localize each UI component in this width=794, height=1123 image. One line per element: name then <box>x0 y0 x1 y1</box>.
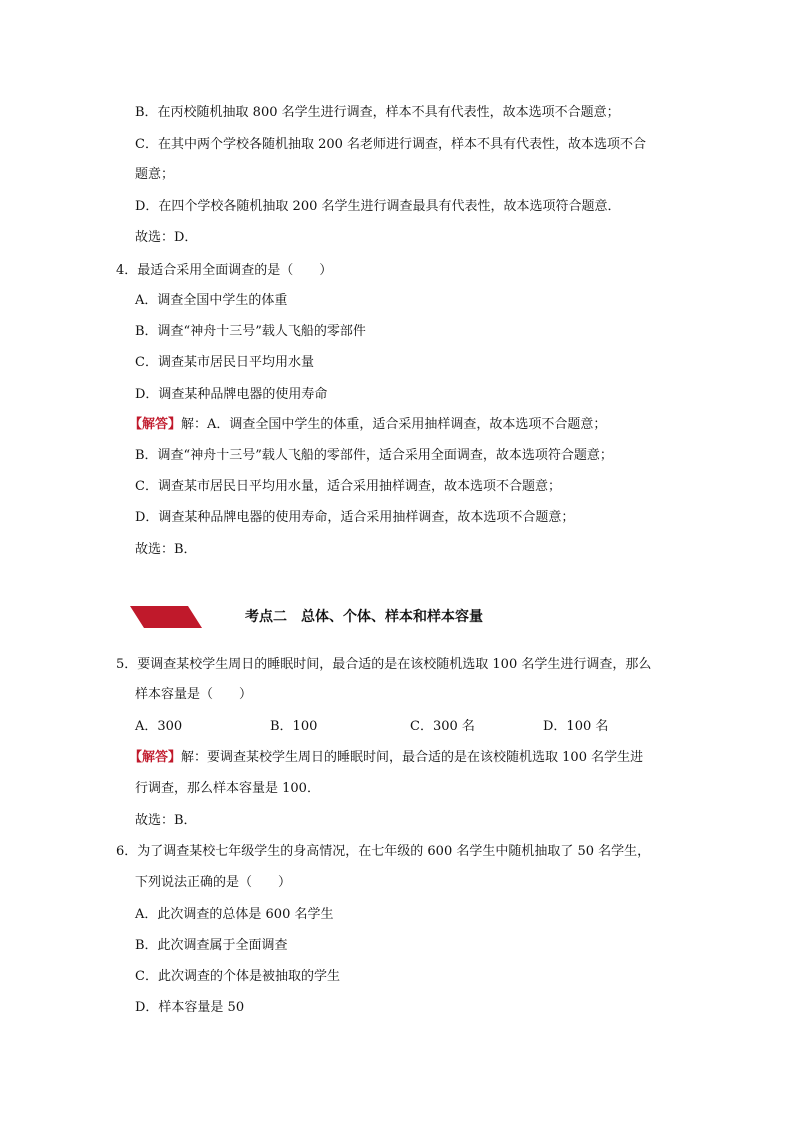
q6-stem-line2: 下列说法正确的是（ ） <box>135 875 292 890</box>
q4-answer-a: 解：A．调查全国中学生的体重，适合采用抽样调查，故本选项不合题意； <box>181 417 607 432</box>
section-parallelogram-icon <box>130 606 202 628</box>
q4-option-d: D．调查某种品牌电器的使用寿命 <box>135 387 328 402</box>
q5-stem-line1: 5．要调查某校学生周日的睡眠时间，最合适的是在该校随机选取 100 名学生进行调查，那么 <box>116 657 652 672</box>
q5-option-c: C．300 名 <box>410 719 475 734</box>
q5-option-b: B．100 <box>270 719 318 734</box>
answer-tag: 【解答】 <box>129 417 182 432</box>
q5-option-d: D．100 名 <box>543 719 609 734</box>
q3-solution-choose: 故选：D． <box>135 230 198 245</box>
q5-choose: 故选：B． <box>135 813 197 828</box>
section-header <box>130 606 650 628</box>
q4-option-a: A．调查全国中学生的体重 <box>135 293 288 308</box>
q5-answer-text1: 解：要调查某校学生周日的睡眠时间，最合适的是在该校随机选取 100 名学生进 <box>181 750 644 765</box>
q5-answer-line2: 行调查，那么样本容量是 100． <box>135 781 320 796</box>
q4-option-c: C．调查某市居民日平均用水量 <box>135 355 314 370</box>
q5-option-a: A．300 <box>135 719 183 734</box>
q3-solution-b-line: B．在丙校随机抽取 800 名学生进行调查，样本不具有代表性，故本选项不合题意； <box>135 105 620 120</box>
q6-option-b: B．此次调查属于全面调查 <box>135 938 288 953</box>
q4-answer-line <box>129 416 606 434</box>
q6-stem-line1: 6．为了调查某校七年级学生的身高情况，在七年级的 600 名学生中随机抽取了 50 名学生， <box>116 844 651 859</box>
q4-answer-b: B．调查“神舟十三号”载人飞船的零部件，适合采用全面调查，故本选项符合题意； <box>135 448 613 463</box>
section-title: 考点二 总体、个体、样本和样本容量 <box>245 609 483 625</box>
q4-answer-c: C．调查某市居民日平均用水量，适合采用抽样调查，故本选项不合题意； <box>135 479 561 494</box>
q4-choose: 故选：B． <box>135 542 197 557</box>
q6-option-c: C．此次调查的个体是被抽取的学生 <box>135 969 340 984</box>
q4-answer-d: D．调查某种品牌电器的使用寿命，适合采用抽样调查，故本选项不合题意； <box>135 510 575 525</box>
q3-solution-d-line: D．在四个学校各随机抽取 200 名学生进行调查最具有代表性，故本选项符合题意． <box>135 199 621 214</box>
answer-tag: 【解答】 <box>129 750 182 765</box>
q5-answer-line1 <box>129 749 643 767</box>
q3-solution-c-line2: 题意； <box>135 167 175 182</box>
q6-option-a: A．此次调查的总体是 600 名学生 <box>135 907 334 922</box>
q6-option-d: D．样本容量是 50 <box>135 1000 245 1015</box>
q3-solution-c-line1: C．在其中两个学校各随机抽取 200 名老师进行调查，样本不具有代表性，故本选项不合 <box>135 137 647 152</box>
q4-stem: 4．最适合采用全面调查的是（ ） <box>116 263 333 278</box>
q5-stem-line2: 样本容量是（ ） <box>135 687 253 702</box>
q4-option-b: B．调查“神舟十三号”载人飞船的零部件 <box>135 324 366 339</box>
